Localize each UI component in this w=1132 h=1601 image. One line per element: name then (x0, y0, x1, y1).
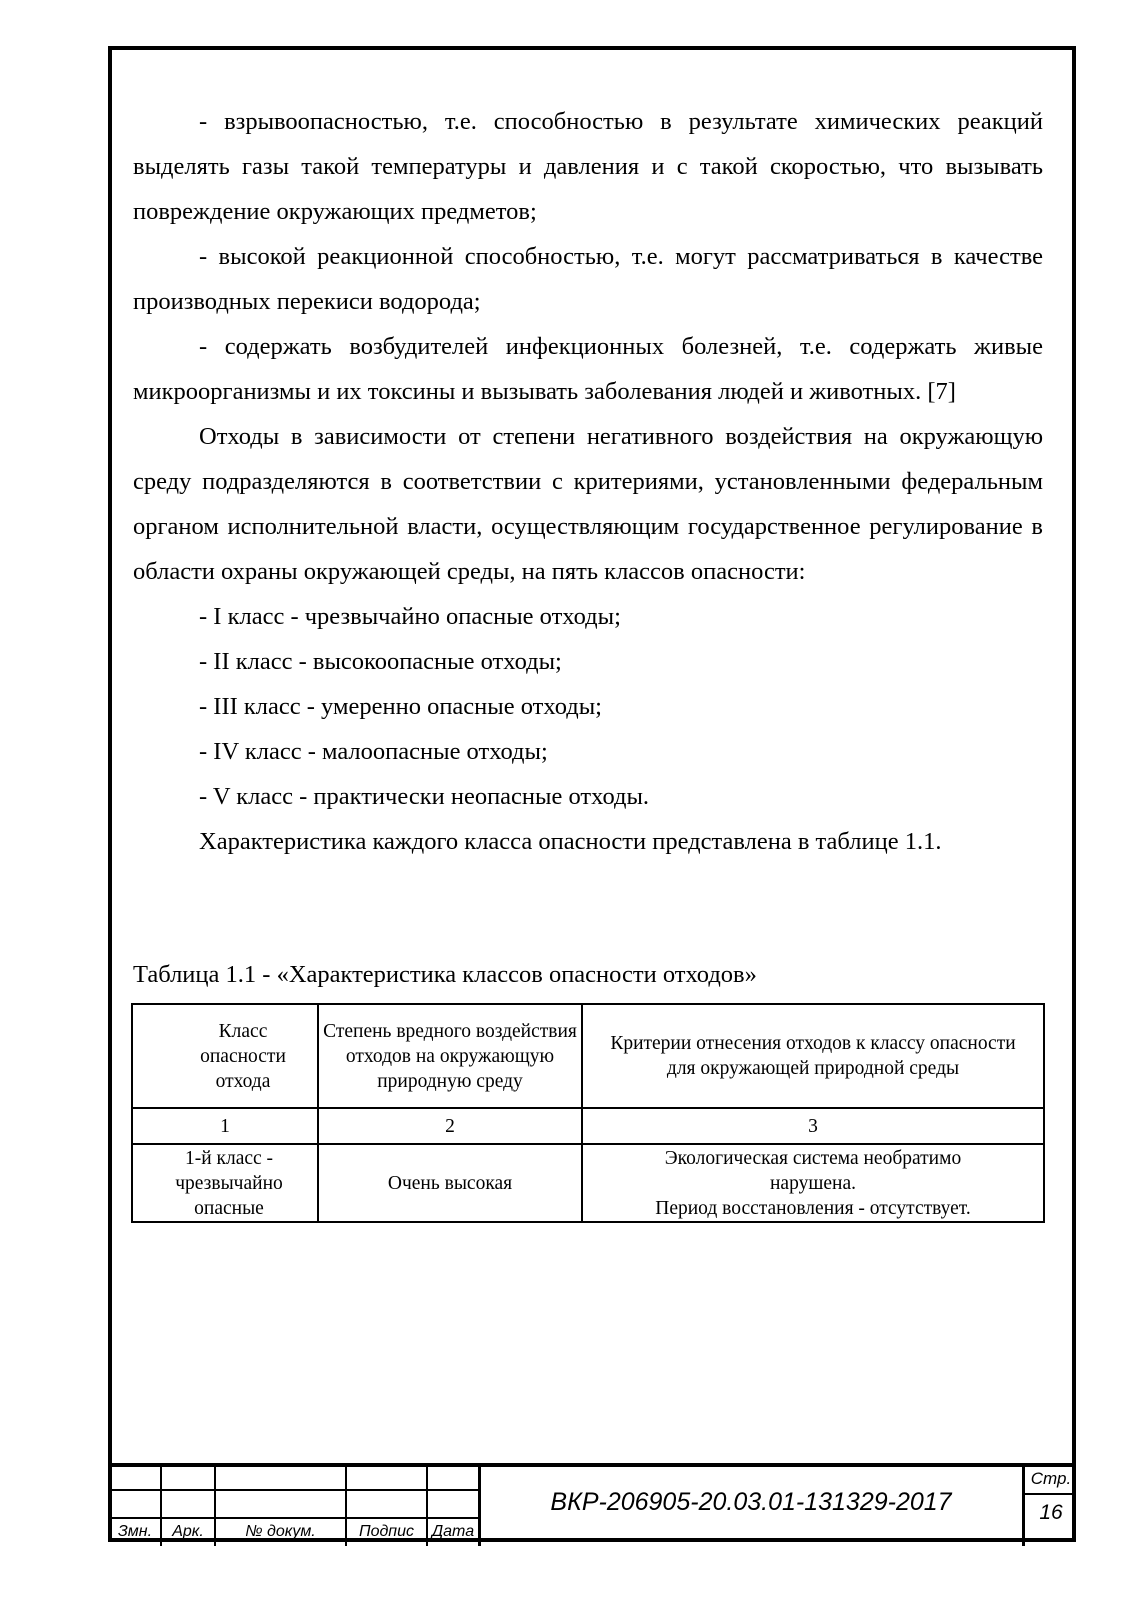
cell-degree: Очень высокая (318, 1144, 582, 1222)
paragraph-classification: Отходы в зависимости от степени негативного воздействия на окружающую среду подразделяются в соответствии с критериями, установленными федеральным органом исполнительной власти, осуществляющим государственное регулирование в области охраны окружающей среды, на пять классов опасности: (133, 423, 1043, 585)
column-number-1: 1 (132, 1108, 318, 1144)
list-item-class-2: - II класс - высокоопасные отходы; (199, 648, 562, 675)
stamp-label-change: Змн. (117, 1523, 153, 1540)
table-row (132, 1144, 1044, 1222)
header-criteria (582, 1004, 1044, 1108)
header-degree (318, 1004, 582, 1108)
list-item-class-4: - IV класс - малоопасные отходы; (199, 738, 548, 765)
stamp-label-sheet: Арк. (172, 1523, 204, 1540)
page-number: 16 (1039, 1501, 1063, 1524)
stamp-line (1022, 1493, 1076, 1495)
paragraph-table-ref: Характеристика каждого класса опасности представлена в таблице 1.1. (199, 828, 942, 855)
cell-criteria-line-2: Период восстановления - отсутствует. (655, 1197, 971, 1219)
stamp-label-document: № докум. (245, 1523, 316, 1540)
stamp-label-date: Дата (431, 1523, 475, 1540)
list-item-class-3: - III класс - умеренно опасные отходы; (199, 693, 602, 720)
table-number-row (132, 1108, 1044, 1144)
paragraph-reactivity: - высокой реакционной способностью, т.е. могут рассматриваться в качестве производных перекиси водорода; (133, 243, 1043, 315)
page-label: Стр. (1030, 1469, 1072, 1488)
paragraph-explosive: - взрывоопасностью, т.е. способностью в результате химических реакций выделять газы такой температуры и давления и с такой скоростью, что вызывать повреждение окружающих предметов; (133, 108, 1043, 225)
header-class (132, 1004, 318, 1108)
cell-class-text: 1-й класс - чрезвычайно опасные (175, 1147, 283, 1219)
header-degree-text: Степень вредного воздействия отходов на окружающую природную среду (323, 1020, 577, 1092)
table-caption: Таблица 1.1 - «Характеристика классов опасности отходов» (133, 961, 757, 988)
stamp-line (108, 1489, 480, 1491)
list-item-class-5: - V класс - практически неопасные отходы. (199, 783, 650, 810)
table-header-row (132, 1004, 1044, 1108)
stamp-line (108, 1517, 480, 1519)
cell-criteria (582, 1144, 1044, 1222)
column-number-3: 3 (582, 1108, 1044, 1144)
paragraph-infectious: - содержать возбудителей инфекционных болезней, т.е. содержать живые микроорганизмы и их токсины и вызывать заболевания людей и животных. [7] (133, 333, 1043, 405)
column-number-2: 2 (318, 1108, 582, 1144)
stamp-label-signature: Подпис (358, 1523, 415, 1540)
cell-criteria-line-1: Экологическая система необратимо нарушена. (664, 1147, 962, 1194)
list-item-class-1: - I класс - чрезвычайно опасные отходы; (199, 603, 621, 630)
document-code: ВКР-206905-20.03.01-131329-2017 (550, 1488, 952, 1516)
title-block (108, 1463, 1076, 1542)
body-text (133, 99, 1043, 864)
header-criteria-text: Критерии отнесения отходов к классу опасности для окружающей природной среды (610, 1033, 1016, 1079)
hazard-class-table (131, 1003, 1045, 1223)
stamp-line (1022, 1467, 1025, 1546)
cell-class (132, 1144, 318, 1222)
header-class-text: Класс опасности отхода (200, 1020, 286, 1092)
